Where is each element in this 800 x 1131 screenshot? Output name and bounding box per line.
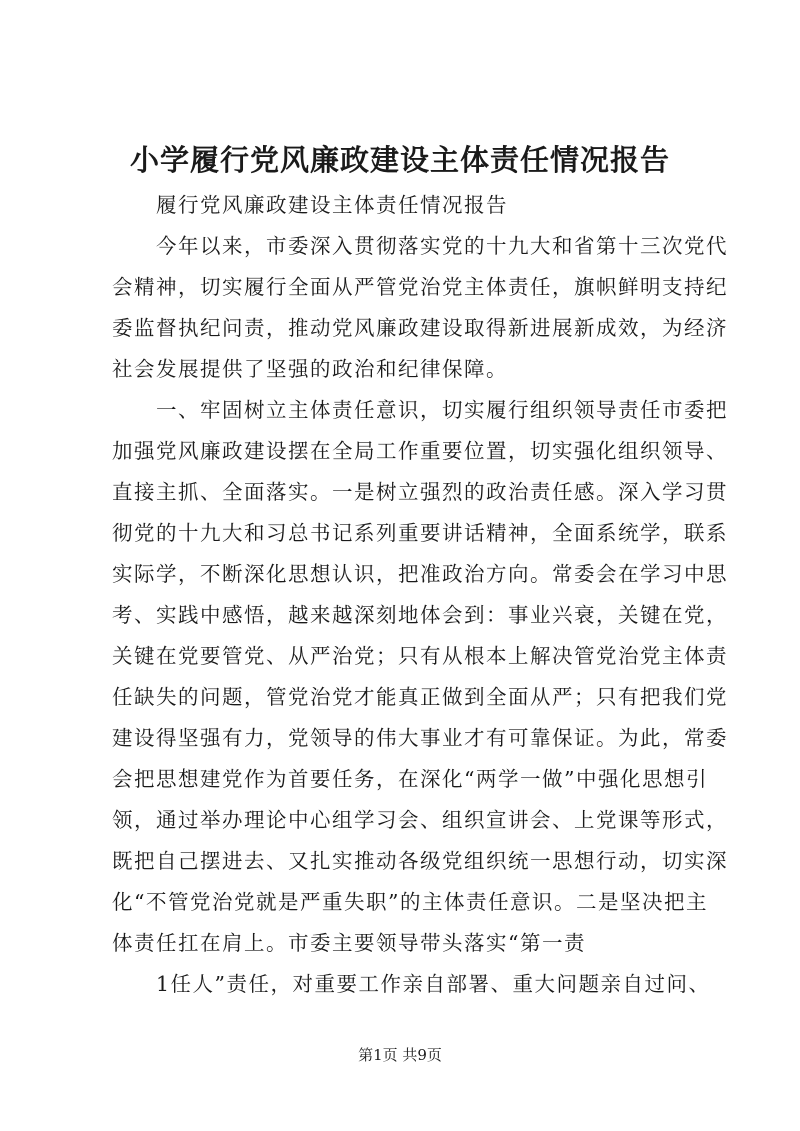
paragraph-line: 化“不管党治党就是严重失职”的主体责任意识。二是坚决把主 [112,890,708,914]
subtitle-line: 履行党风廉政建设主体责任情况报告 [112,193,508,217]
paragraph-line: 建设得坚强有力，党领导的伟大事业才有可靠保证。为此，常委 [112,726,728,750]
paragraph-line: 彻党的十九大和习总书记系列重要讲话精神，全面系统学，联系 [112,521,728,545]
paragraph-line: 今年以来，市委深入贯彻落实党的十九大和省第十三次党代 [112,234,728,258]
paragraph-line: 委监督执纪问责，推动党风廉政建设取得新进展新成效，为经济 [112,316,728,340]
paragraph-line: 关键在党要管党、从严治党；只有从根本上解决管党治党主体责 [112,644,728,668]
paragraph-line: 领，通过举办理论中心组学习会、组织宣讲会、上党课等形式， [112,808,728,832]
paragraph-line: 直接主抓、全面落实。一是树立强烈的政治责任感。深入学习贯 [112,480,728,504]
paragraph-line: 任缺失的问题，管党治党才能真正做到全面从严；只有把我们党 [112,685,728,709]
paragraph-line: 体责任扛在肩上。市委主要领导带头落实“第一责 [112,931,586,955]
paragraph-line: 会把思想建党作为首要任务，在深化“两学一做”中强化思想引 [112,767,708,791]
page-number-footer: 第1页 共9页 [358,1046,442,1064]
paragraph-line: 考、实践中感悟，越来越深刻地体会到：事业兴衰，关键在党， [112,603,728,627]
paragraph-line: 一、牢固树立主体责任意识，切实履行组织领导责任市委把 [112,398,728,422]
document-title: 小学履行党风廉政建设主体责任情况报告 [129,143,670,177]
paragraph-line: 1任人”责任，对重要工作亲自部署、重大问题亲自过问、 [112,972,711,996]
paragraph-line: 实际学，不断深化思想认识，把准政治方向。常委会在学习中思 [112,562,728,586]
paragraph-line: 社会发展提供了坚强的政治和纪律保障。 [112,357,508,381]
paragraph-line: 会精神，切实履行全面从严管党治党主体责任，旗帜鲜明支持纪 [112,275,728,299]
paragraph-line: 加强党风廉政建设摆在全局工作重要位置，切实强化组织领导、 [112,439,728,463]
paragraph-line: 既把自己摆进去、又扎实推动各级党组织统一思想行动，切实深 [112,849,728,873]
